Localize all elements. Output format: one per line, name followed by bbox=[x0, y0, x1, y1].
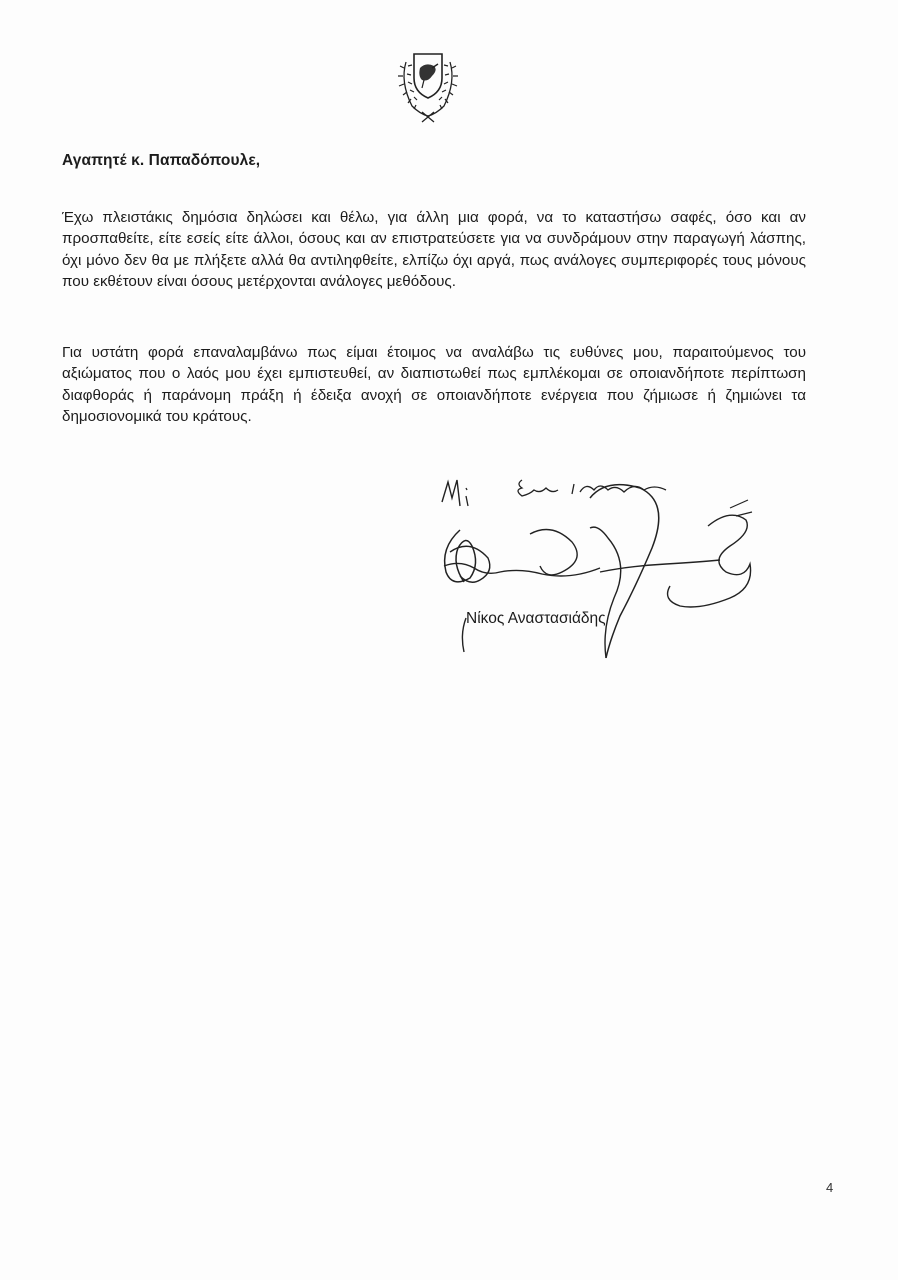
letter-paragraph-1: Έχω πλειστάκις δημόσια δηλώσει και θέλω, για άλλη μια φορά, να το καταστήσω σαφές, όσο και αν προσπαθείτε, είτε εσείς είτε άλλοι, όσους και αν επιστρατεύσετε για να συνδράμουν στην παραγωγή λάσπης, όχι μόνο δεν θα με πλήξετε αλλά θα αντιληφθείτε, ελπίζω όχι αργά, πως ανάλογες συμπεριφορές τους μόνους που εκθέτουν είναι όσους μετέρχονται ανάλογες μεθόδους. bbox=[62, 209, 806, 290]
signature-block bbox=[430, 468, 770, 668]
coat-of-arms-icon bbox=[392, 48, 464, 124]
page-number: 4 bbox=[826, 1180, 834, 1195]
handwritten-signature bbox=[430, 468, 770, 668]
signer-name: Νίκος Αναστασιάδης bbox=[466, 610, 606, 627]
letter-paragraph-2: Για υστάτη φορά επαναλαμβάνω πως είμαι έτοιμος να αναλάβω τις ευθύνες μου, παραιτούμενος του αξιώματος που ο λαός μου έχει εμπιστευθεί, αν διαπιστωθεί πως εμπλέκομαι σε οποιανδήποτε περίπτωση διαφθοράς ή παράνομη πράξη ή έδειξα ανοχή σε οποιανδήποτε ενέργεια που ζήμιωσε ή ζημιώνει τα δημοσιονομικά του κράτους. bbox=[62, 344, 806, 425]
salutation: Αγαπητέ κ. Παπαδόπουλε, bbox=[62, 152, 261, 169]
